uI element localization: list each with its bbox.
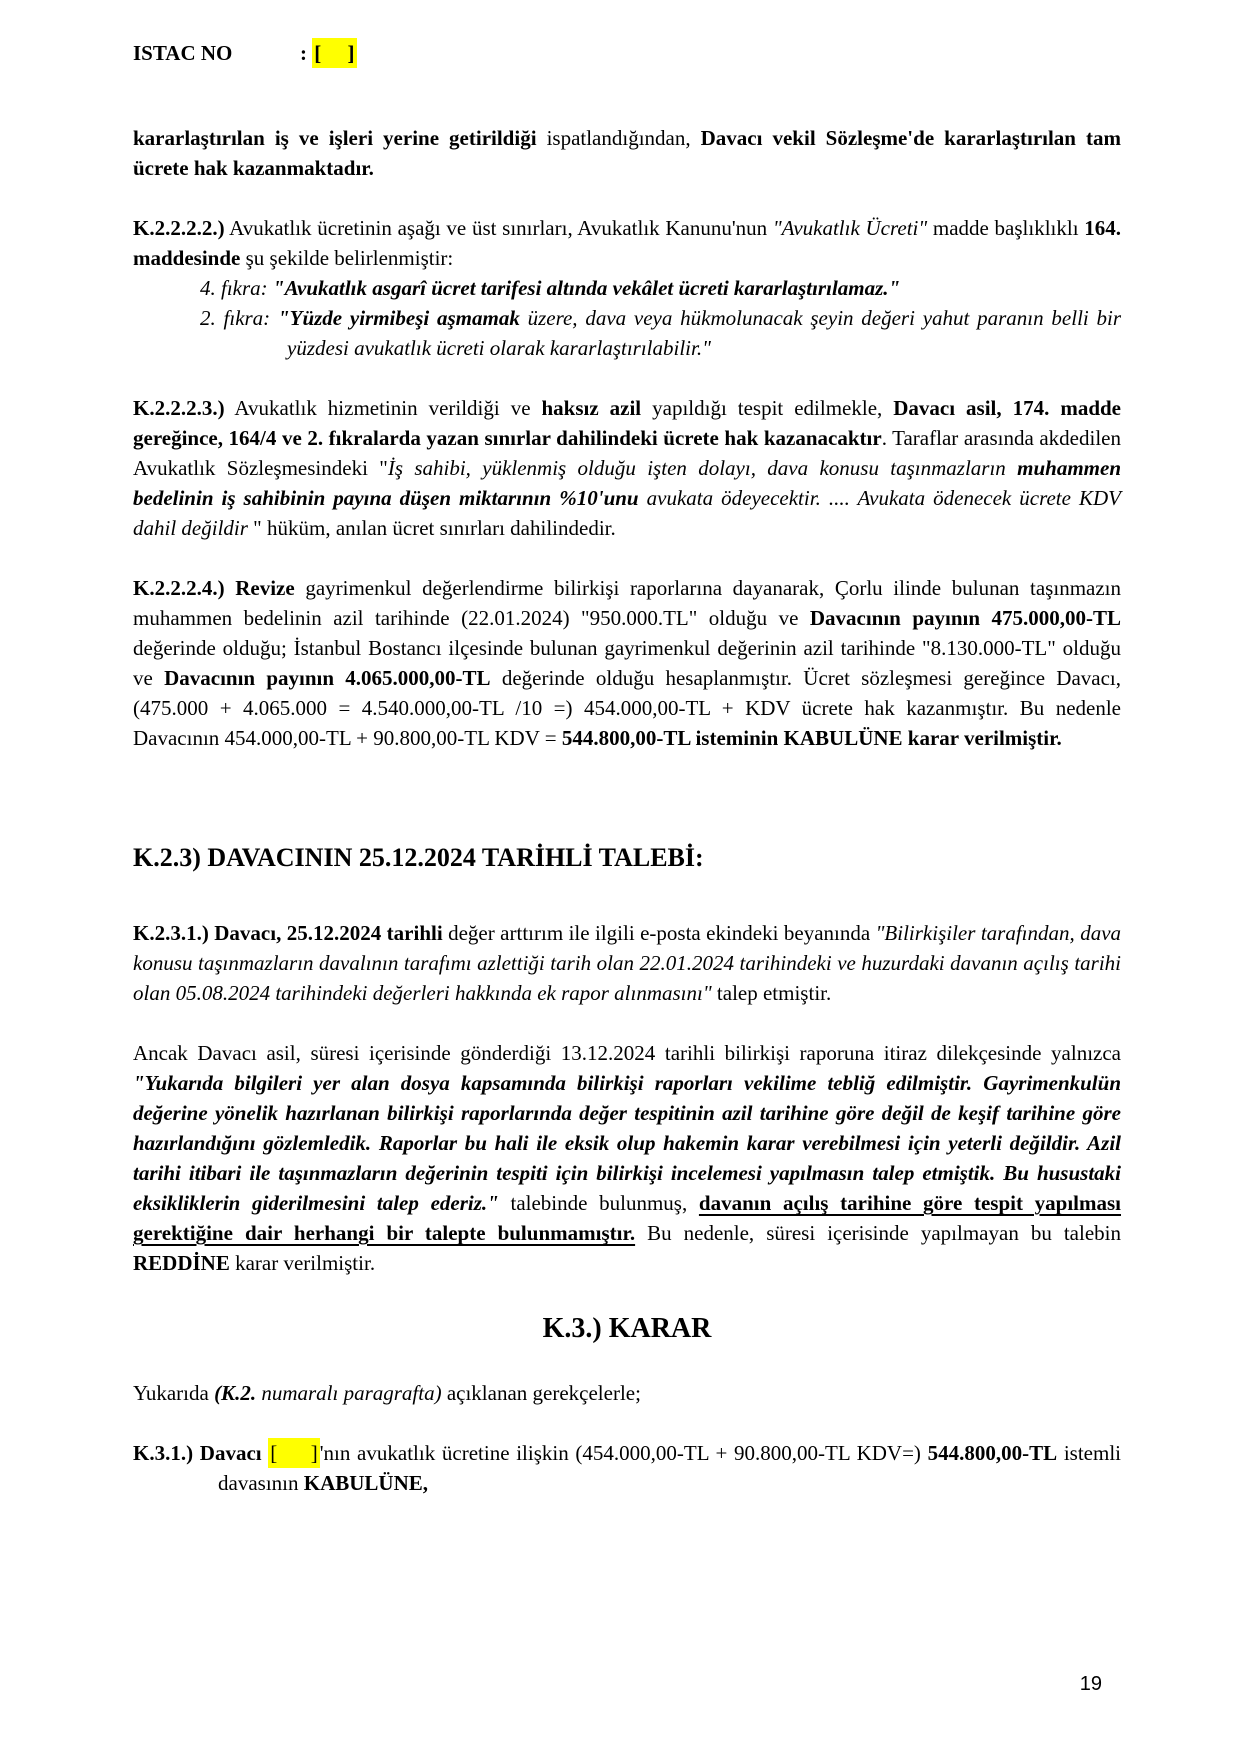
- paragraph-k2224: [133, 573, 1121, 753]
- text-run: "Yukarıda bilgileri yer alan dosya kapsamında bilirkişi raporları vekilime tebliğ edilmiştir. Gayrimenkulün değerine yönelik hazırlanan bilirkişi raporlarında değer tespitinin azil tarihine göre değil de keşif tarihine göre hazırlandığını gözlemledik. Raporlar bu hali ile eksik olup hakemin karar verebilmesi için yeterli değildir. Azil tarihi itibari ile taşınmazların değerinin tespiti için bilirkişi incelemesi yapılmasın talep etmiştik. Bu husustaki eksikliklerin giderilmesini talep ederiz.": [133, 1071, 1121, 1215]
- istac-no-colon: :: [300, 41, 313, 65]
- text-run: " hüküm, anılan ücret sınırları dahilindedir.: [253, 516, 616, 540]
- text-run: K.2.2.2.4.): [133, 576, 225, 600]
- text-run: [193, 1441, 200, 1465]
- text-run: değer arttırım ile ilgili e-posta ekindeki beyanında: [442, 921, 876, 945]
- istac-no-label: ISTAC NO: [133, 41, 233, 65]
- text-run: şu şekilde belirlenmiştir:: [240, 246, 454, 270]
- paragraph-k31-ruling: [133, 1438, 1121, 1498]
- text-run: Ancak Davacı asil, süresi içerisinde gönderdiği 13.12.2024 tarihli bilirkişi raporuna itiraz dilekçesinde yalnızca: [133, 1041, 1121, 1065]
- page-content: [133, 38, 1121, 1528]
- text-run: istemli davasının: [218, 1441, 1121, 1495]
- text-run: 'nın avukatlık ücretine ilişkin (454.000,00-TL + 90.800,00-TL KDV=): [319, 1441, 928, 1465]
- text-run: üzere, dava veya hükmolunacak şeyin değeri yahut paranın belli bir yüzdesi avukatlık ücreti olarak kararlaştırılabilir.": [287, 306, 1122, 360]
- text-run: K.2.2.2.3.): [133, 396, 225, 420]
- section-heading-k23: K.2.3) DAVACININ 25.12.2024 TARİHLİ TALEBİ:: [133, 843, 704, 872]
- text-run: Avukatlık hizmetinin verildiği ve: [224, 396, 542, 420]
- text-run: "Bilirkişiler tarafından, dava konusu taşınmazların davalının tarafımı azlettiği tarih olan 22.01.2024 tarihindeki ve huzurdaki davanın açılış tarihi olan 05.08.2024 tarihindeki değerleri hakkında ek rapor alınmasını": [133, 921, 1122, 1005]
- text-run: "Avukatlık Ücreti": [772, 216, 928, 240]
- text-run: K.2.2.2.2.): [133, 216, 225, 240]
- paragraph-k231: [133, 918, 1121, 1008]
- paragraph-fee-entitlement: [133, 123, 1121, 183]
- text-run: değerinde olduğu hesaplanmıştır. Ücret sözleşmesi gereğince Davacı, (475.000 + 4.065.000 = 4.540.000,00-TL /10 =) 454.000,00-TL + KDV ücrete hak kazanmıştır. Bu nedenle Davacının 454.000,00-TL + 90.800,00-TL KDV =: [133, 666, 1121, 750]
- text-run: İş sahibi, yüklenmiş olduğu işten dolayı, dava konusu taşınmazların: [387, 456, 1018, 480]
- text-run: K.3.1.): [133, 1441, 194, 1465]
- istac-no-redacted-value: [ ]: [312, 38, 356, 68]
- text-run: Davacı vekil Sözleşme'de kararlaştırılan tam ücrete hak kazanmaktadır.: [133, 126, 1121, 180]
- text-run: Davacı: [199, 1441, 269, 1465]
- text-run: [225, 576, 236, 600]
- text-run: Davacının payının 4.065.000,00-TL: [164, 666, 491, 690]
- text-run: kararlaştırılan iş ve işleri yerine getirildiği: [133, 126, 547, 150]
- text-run: Davacı, 25.12.2024 tarihli: [214, 921, 443, 945]
- clause-fikra-4: [133, 273, 1121, 303]
- paragraph-k2223: [133, 393, 1121, 543]
- text-run: Yukarıda: [133, 1381, 215, 1405]
- header-line: [133, 38, 1121, 68]
- text-run: Revize: [235, 576, 295, 600]
- text-run: 164. maddesinde: [133, 216, 1122, 270]
- text-run: (K.2.: [214, 1381, 257, 1405]
- text-run: madde başlıklıklı: [927, 216, 1085, 240]
- paragraph-ancak-objection: [133, 1038, 1121, 1278]
- text-run: değerinde olduğu; İstanbul Bostancı ilçesinde bulunan gayrimenkul değerinin azil tarihinde "8.130.000-TL" olduğu ve: [133, 636, 1121, 690]
- text-run: avukata ödeyecektir. .... Avukata ödenecek ücrete KDV dahil değildir: [133, 486, 1121, 540]
- text-run: . Taraflar arasında akdedilen Avukatlık Sözleşmesindeki ": [133, 426, 1121, 480]
- text-run: K.2.3.1.): [133, 921, 209, 945]
- text-run: haksız azil: [541, 396, 642, 420]
- text-run: karar verilmiştir.: [229, 1251, 376, 1275]
- text-run: KABULÜNE,: [303, 1471, 429, 1495]
- text-run: talep etmiştir.: [711, 981, 832, 1005]
- text-run: "Avukatlık asgarî ücret tarifesi altında vekâlet ücreti kararlaştırılamaz.": [272, 276, 901, 300]
- redacted-highlight: [ ]: [268, 1438, 319, 1468]
- decision-heading-k3: K.3.) KARAR: [542, 1313, 712, 1344]
- text-run: yapıldığı tespit edilmekle,: [641, 396, 894, 420]
- text-run: Davacı asil, 174. madde gereğince, 164/4 ve 2. fıkralarda yazan sınırlar dahilindeki ücrete hak kazanacaktır: [133, 396, 1121, 450]
- page-number: 19: [1079, 1673, 1102, 1695]
- text-run: talebinde bulunmuş,: [498, 1191, 699, 1215]
- text-run: numaralı paragrafta): [256, 1381, 442, 1405]
- text-run: açıklanan gerekçelerle;: [441, 1381, 641, 1405]
- text-run: Bu nedenle, süresi içerisinde yapılmayan bu talebin: [635, 1221, 1121, 1245]
- text-run: davanın açılış tarihine göre tespit yapılması gerektiğine dair herhangi bir talepte bulunmamıştır.: [133, 1191, 1121, 1245]
- text-run: Davacının payının 475.000,00-TL: [809, 606, 1121, 630]
- text-run: Avukatlık ücretinin aşağı ve üst sınırları, Avukatlık Kanunu'nun: [224, 216, 773, 240]
- text-run: gayrimenkul değerlendirme bilirkişi raporlarına dayanarak, Çorlu ilinde bulunan taşınmazın muhammen bedelinin azil tarihinde (22.01.2024) "950.000.TL" olduğu ve: [133, 576, 1121, 630]
- text-run: 4. fıkra:: [200, 276, 273, 300]
- text-run: REDDİNE: [133, 1251, 230, 1275]
- paragraph-yukarida: [133, 1378, 1121, 1408]
- text-run: ispatlandığından,: [546, 126, 701, 150]
- clause-fikra-2: [133, 303, 1121, 363]
- text-run: 544.800,00-TL: [927, 1441, 1058, 1465]
- text-run: 544.800,00-TL isteminin KABULÜNE karar verilmiştir.: [561, 726, 1062, 750]
- text-run: muhammen bedelinin iş sahibinin payına düşen miktarının %10'unu: [133, 456, 1122, 510]
- text-run: 2. fıkra:: [200, 306, 278, 330]
- text-run: "Yüzde yirmibeşi aşmamak: [277, 306, 520, 330]
- paragraph-k2222: [133, 213, 1121, 273]
